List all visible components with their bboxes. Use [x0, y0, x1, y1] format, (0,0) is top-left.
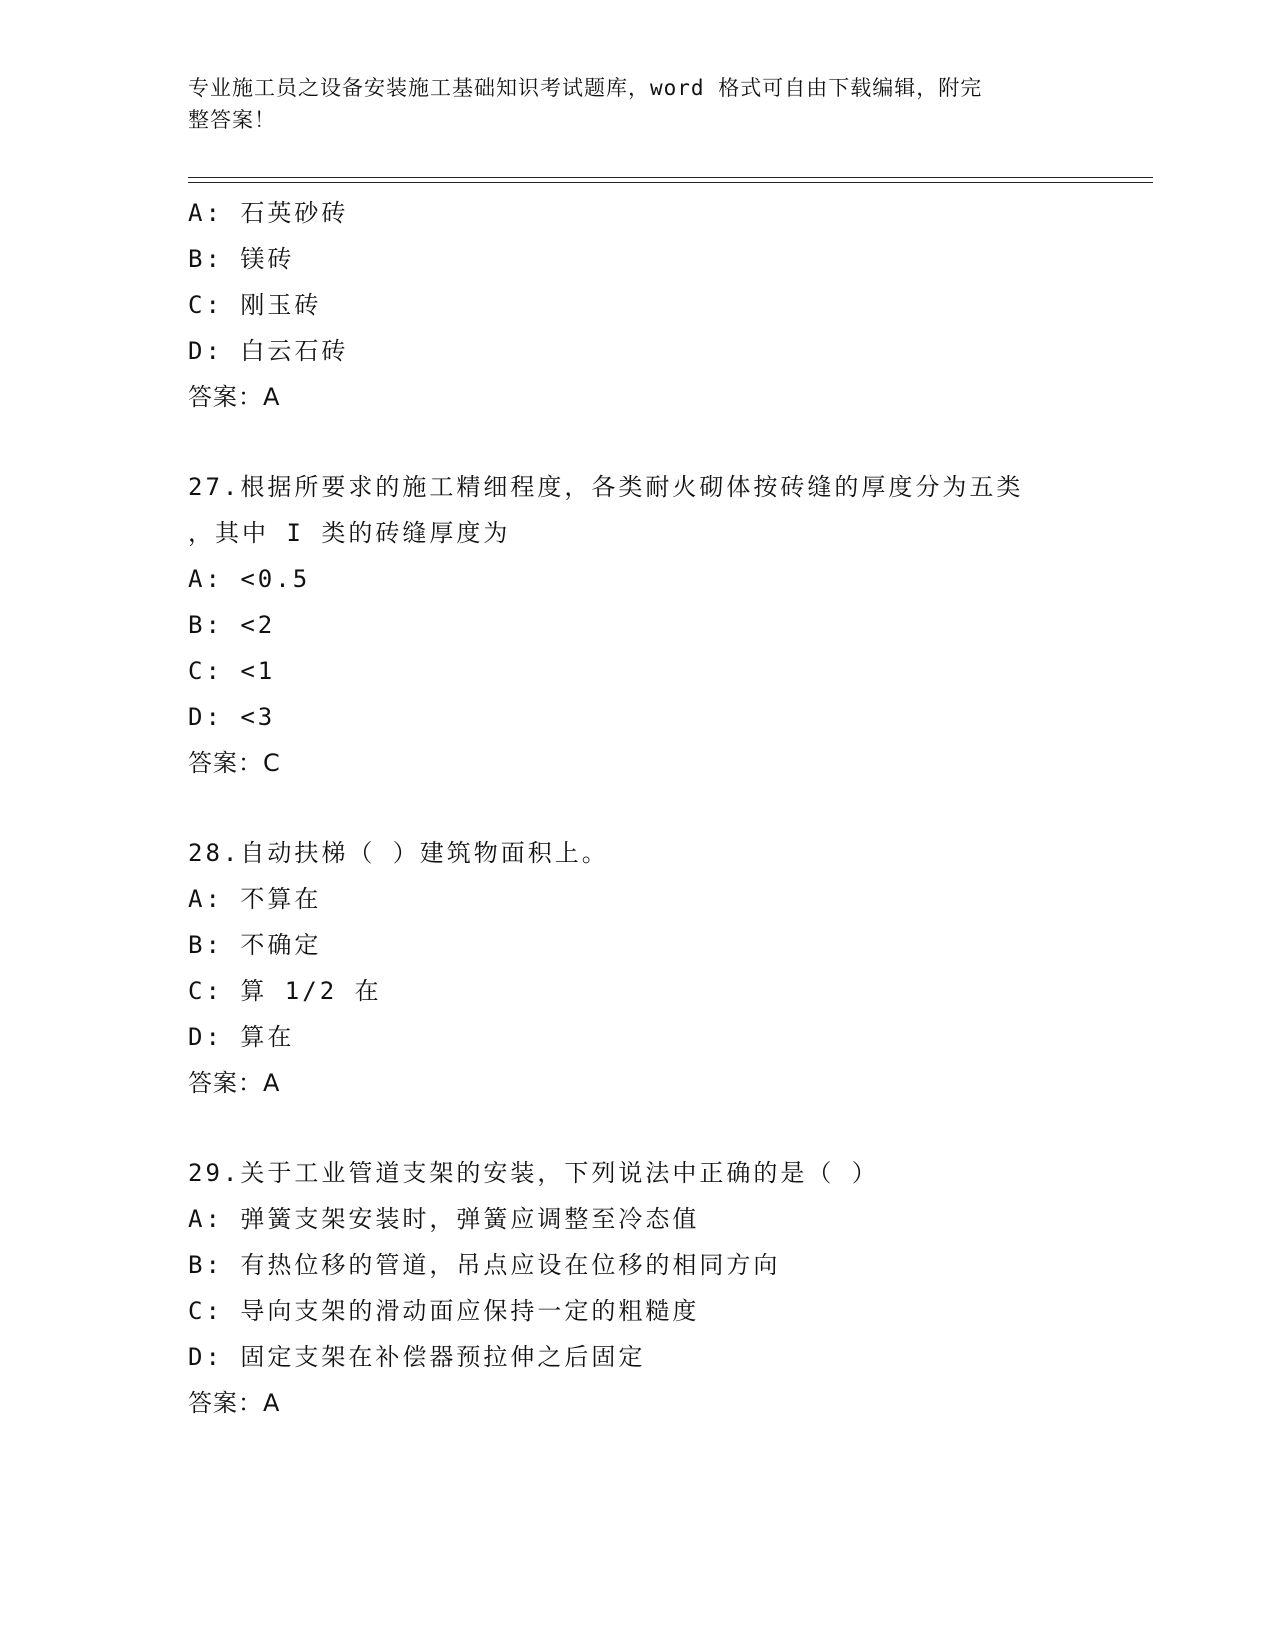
- question-block-26: [188, 190, 1088, 420]
- option-d: D: 白云石砖: [188, 337, 349, 365]
- answer-line: 答案：A: [188, 1069, 281, 1097]
- option-a: A: 弹簧支架安装时，弹簧应调整至冷态值: [188, 1205, 700, 1233]
- answer-line: 答案：A: [188, 383, 281, 411]
- question-text-line-1: 28.自动扶梯（ ）建筑物面积上。: [188, 839, 609, 867]
- header-divider-top: [188, 177, 1153, 178]
- option-a: A: 不算在: [188, 885, 322, 913]
- question-text-line-1: 27.根据所要求的施工精细程度，各类耐火砌体按砖缝的厚度分为五类: [188, 473, 1024, 501]
- option-c: C: <1: [188, 657, 276, 685]
- header-divider-bottom: [188, 182, 1153, 183]
- header-title-line-2: 整答案！: [188, 108, 276, 132]
- option-b: B: 有热位移的管道，吊点应设在位移的相同方向: [188, 1251, 781, 1279]
- option-d: D: 算在: [188, 1023, 295, 1051]
- option-b: B: <2: [188, 611, 276, 639]
- option-b: B: 不确定: [188, 931, 322, 959]
- document-header: [188, 72, 1088, 136]
- answer-line: 答案：C: [188, 749, 281, 777]
- question-text-line-2: ，其中 I 类的砖缝厚度为: [188, 519, 511, 547]
- question-block-28: [188, 830, 1088, 1106]
- question-block-29: [188, 1150, 1088, 1426]
- option-a: A: 石英砂砖: [188, 199, 349, 227]
- question-text-line-1: 29.关于工业管道支架的安装，下列说法中正确的是（ ）: [188, 1159, 879, 1187]
- option-d: D: 固定支架在补偿器预拉伸之后固定: [188, 1343, 646, 1371]
- question-list: [188, 190, 1088, 1426]
- option-d: D: <3: [188, 703, 276, 731]
- option-c: C: 算 1/2 在: [188, 977, 382, 1005]
- header-title-line-1: 专业施工员之设备安装施工基础知识考试题库，word 格式可自由下载编辑，附完: [188, 76, 983, 100]
- option-b: B: 镁砖: [188, 245, 295, 273]
- option-c: C: 刚玉砖: [188, 291, 322, 319]
- question-block-27: [188, 464, 1088, 786]
- option-c: C: 导向支架的滑动面应保持一定的粗糙度: [188, 1297, 700, 1325]
- option-a: A: <0.5: [188, 565, 311, 593]
- answer-line: 答案：A: [188, 1389, 281, 1417]
